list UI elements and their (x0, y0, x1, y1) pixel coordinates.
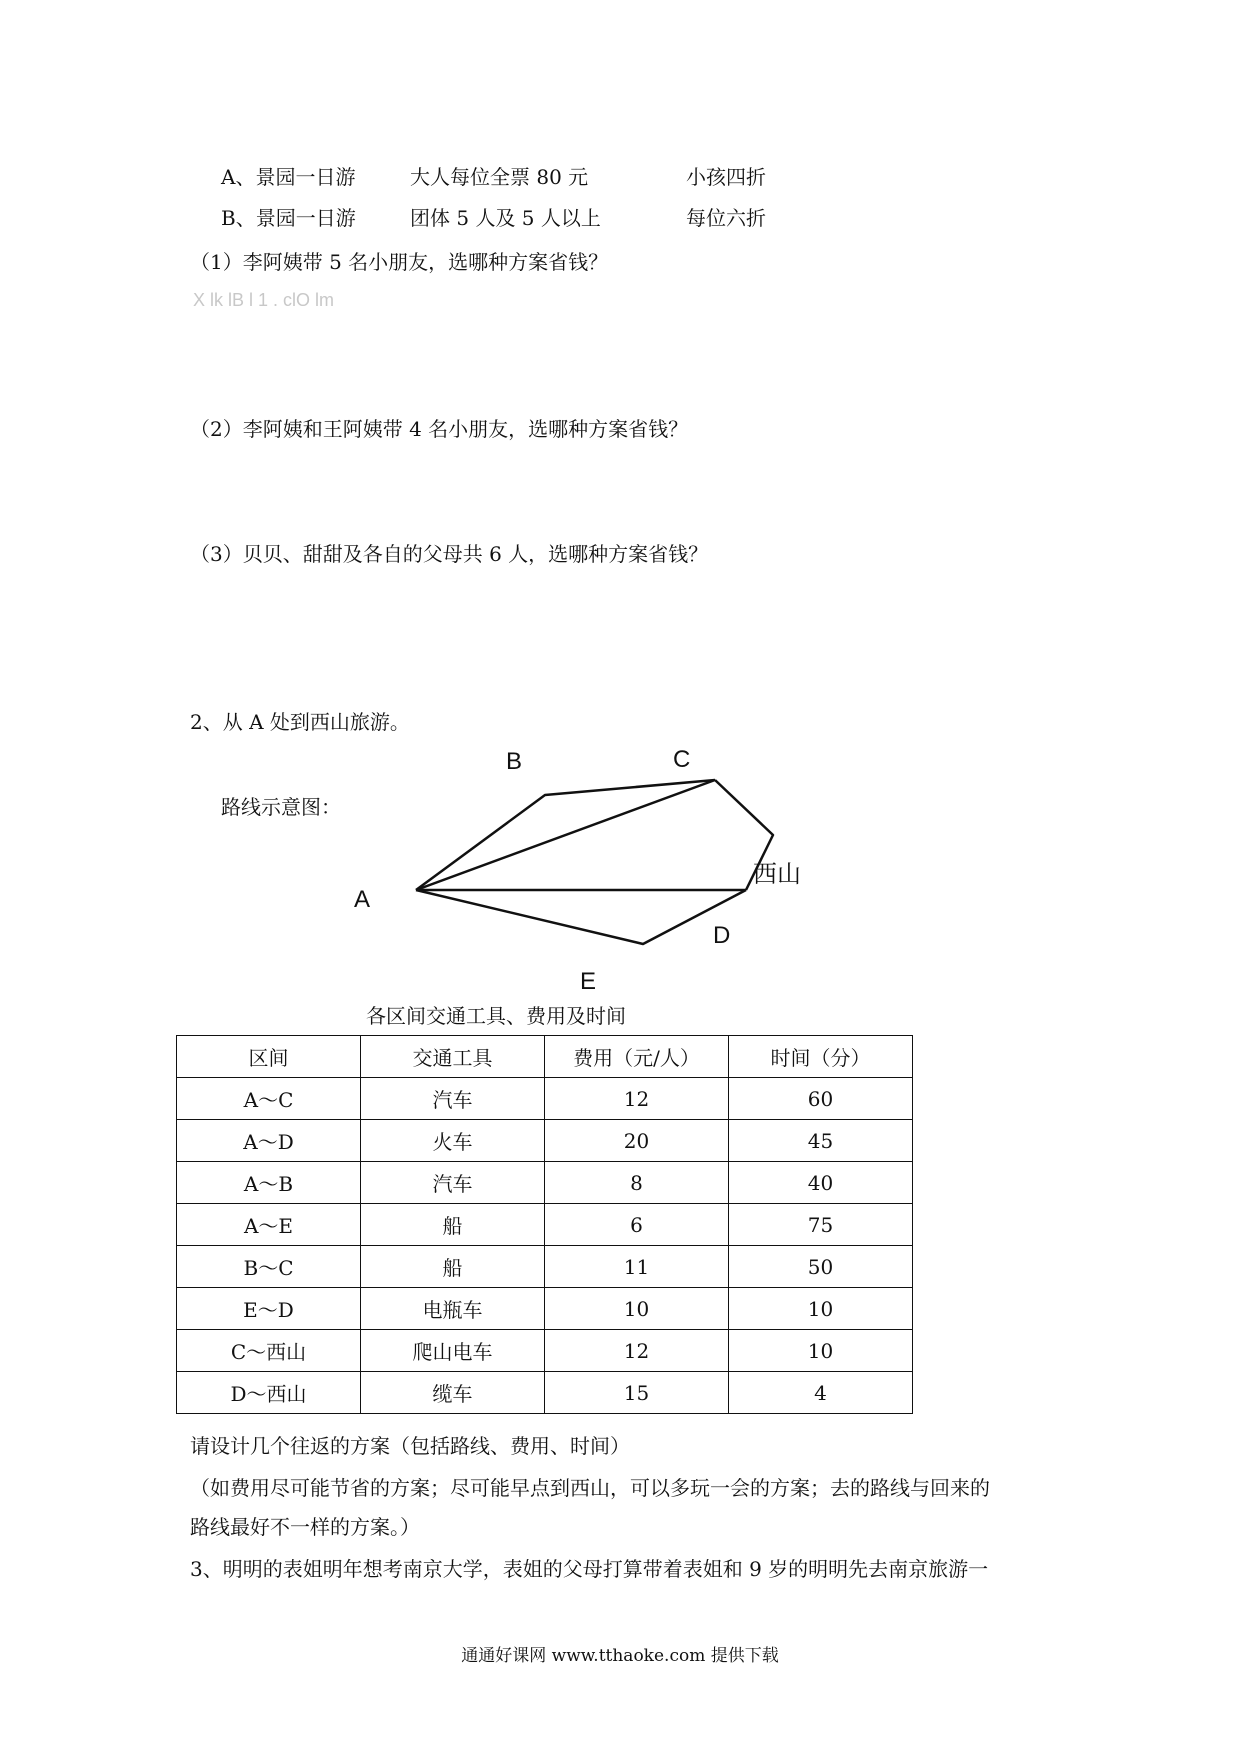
cell-cost: 12 (545, 1078, 729, 1120)
diagram-caption: 路线示意图： (221, 795, 341, 819)
header-vehicle: 交通工具 (361, 1036, 545, 1078)
cell-time: 60 (729, 1078, 913, 1120)
watermark-text: X lk lB l 1 . clO lm (193, 290, 335, 310)
cell-time: 40 (729, 1162, 913, 1204)
cell-time: 75 (729, 1204, 913, 1246)
table-row (177, 1078, 913, 1120)
route-a-c (416, 780, 715, 890)
table-row (177, 1246, 913, 1288)
hint-line-2: 路线最好不一样的方案。） (190, 1515, 420, 1539)
offer-a-discount: 小孩四折 (686, 165, 766, 189)
table-title: 各区间交通工具、费用及时间 (366, 1004, 626, 1028)
point-c-label: C (673, 746, 691, 773)
question-2-title: 2、从 A 处到西山旅游。 (190, 710, 410, 734)
point-e-label: E (580, 968, 597, 995)
cell-vehicle: 船 (361, 1204, 545, 1246)
table-row (177, 1330, 913, 1372)
cell-time: 4 (729, 1372, 913, 1414)
page-footer: 通通好课网 www.tthaoke.com 提供下载 (461, 1646, 779, 1666)
table-row (177, 1120, 913, 1162)
task-text: 请设计几个往返的方案（包括路线、费用、时间） (190, 1434, 630, 1458)
point-b-label: B (506, 748, 523, 775)
cell-cost: 10 (545, 1288, 729, 1330)
table-row (177, 1288, 913, 1330)
cell-vehicle: 船 (361, 1246, 545, 1288)
cell-time: 45 (729, 1120, 913, 1162)
cell-cost: 6 (545, 1204, 729, 1246)
question-3-text: 3、明明的表姐明年想考南京大学，表姐的父母打算带着表姐和 9 岁的明明先去南京旅游一 (190, 1557, 989, 1581)
cell-cost: 15 (545, 1372, 729, 1414)
point-d-label: D (713, 922, 731, 949)
header-cost: 费用（元/人） (545, 1036, 729, 1078)
cell-vehicle: 爬山电车 (361, 1330, 545, 1372)
cell-cost: 11 (545, 1246, 729, 1288)
cell-segment: D～西山 (177, 1372, 361, 1414)
fare-table (176, 1035, 913, 1414)
route-a-e-d (416, 890, 746, 944)
cell-vehicle: 缆车 (361, 1372, 545, 1414)
cell-time: 10 (729, 1330, 913, 1372)
cell-vehicle: 电瓶车 (361, 1288, 545, 1330)
header-time: 时间（分） (729, 1036, 913, 1078)
header-segment: 区间 (177, 1036, 361, 1078)
cell-vehicle: 汽车 (361, 1162, 545, 1204)
point-a-label: A (354, 886, 371, 913)
table-row (177, 1372, 913, 1414)
offer-b-name: B、景园一日游 (221, 206, 356, 230)
cell-segment: A～E (177, 1204, 361, 1246)
cell-segment: A～D (177, 1120, 361, 1162)
offer-b-discount: 每位六折 (686, 206, 766, 230)
cell-cost: 8 (545, 1162, 729, 1204)
table-row (177, 1162, 913, 1204)
cell-vehicle: 汽车 (361, 1078, 545, 1120)
cell-time: 10 (729, 1288, 913, 1330)
cell-cost: 12 (545, 1330, 729, 1372)
point-xishan-label: 西山 (753, 861, 801, 888)
cell-segment: A～B (177, 1162, 361, 1204)
table-header-row (177, 1036, 913, 1078)
question-1-1: （1）李阿姨带 5 名小朋友，选哪种方案省钱？ (190, 250, 609, 274)
cell-segment: A～C (177, 1078, 361, 1120)
cell-segment: E～D (177, 1288, 361, 1330)
question-1-3: （3）贝贝、甜甜及各自的父母共 6 人，选哪种方案省钱？ (190, 542, 709, 566)
offer-a-name: A、景园一日游 (221, 165, 356, 189)
offer-b-rule: 团体 5 人及 5 人以上 (410, 206, 601, 230)
cell-vehicle: 火车 (361, 1120, 545, 1162)
cell-cost: 20 (545, 1120, 729, 1162)
cell-segment: C～西山 (177, 1330, 361, 1372)
offer-a-rule: 大人每位全票 80 元 (410, 165, 589, 189)
hint-line-1: （如费用尽可能节省的方案；尽可能早点到西山，可以多玩一会的方案；去的路线与回来的 (190, 1476, 990, 1500)
cell-time: 50 (729, 1246, 913, 1288)
table-row (177, 1204, 913, 1246)
question-1-2: （2）李阿姨和王阿姨带 4 名小朋友，选哪种方案省钱？ (190, 417, 689, 441)
cell-segment: B～C (177, 1246, 361, 1288)
